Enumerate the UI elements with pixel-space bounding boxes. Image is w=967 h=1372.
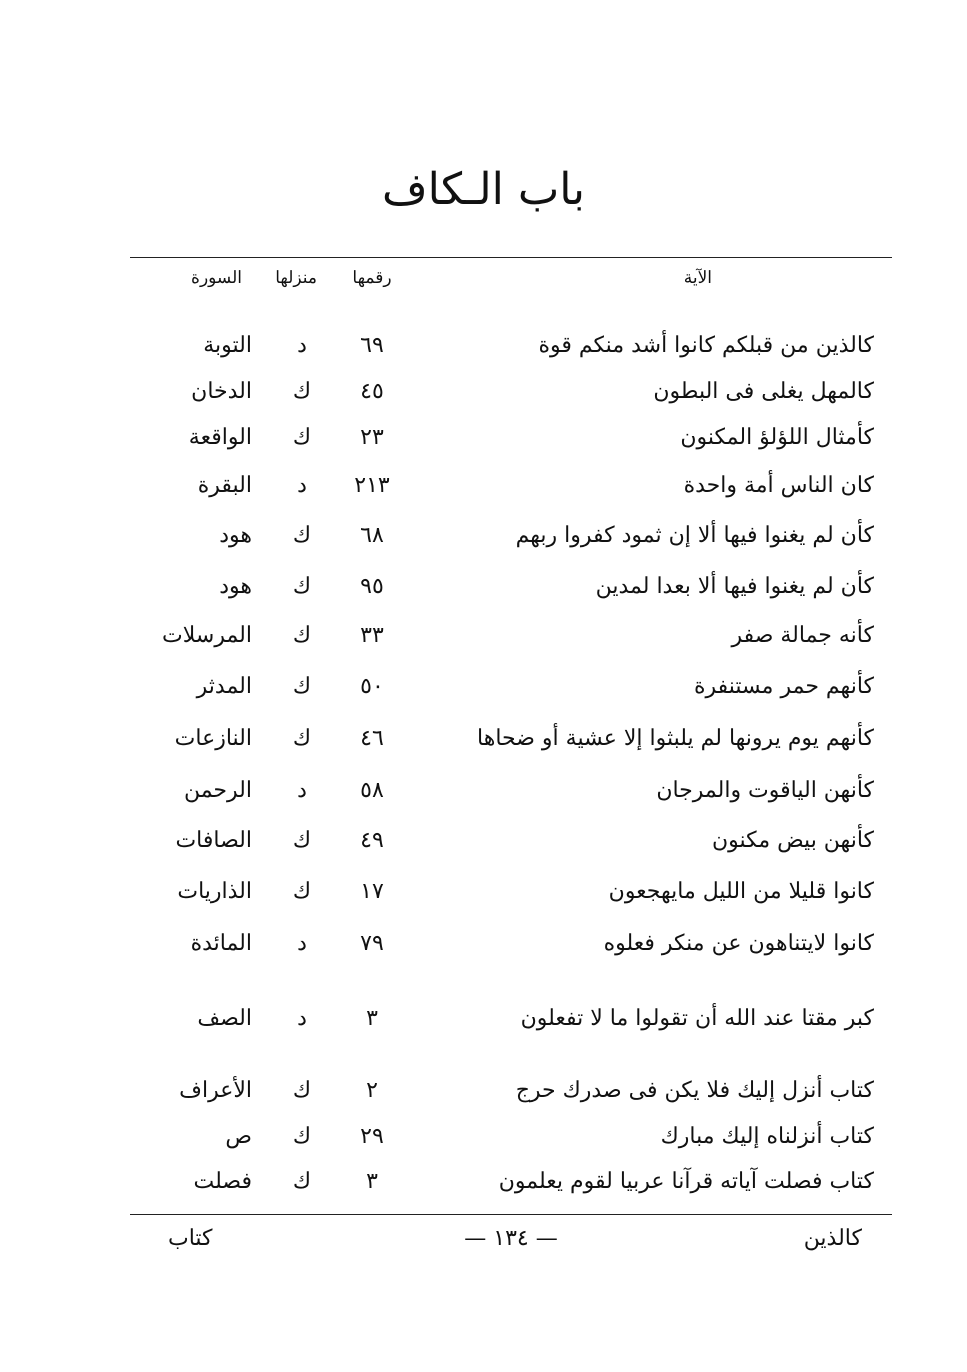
header-number: رقمها (352, 268, 392, 288)
revelation-place: ك (292, 574, 312, 599)
table-row (130, 1163, 892, 1203)
revelation-place: ك (292, 674, 312, 699)
verse-number: ٣٣ (360, 623, 384, 648)
surah-name: الصافات (175, 828, 252, 853)
table-row (130, 419, 892, 459)
revelation-place: ك (292, 726, 312, 751)
header-place: منزلها (275, 268, 317, 288)
surah-name: المائدة (190, 931, 252, 956)
verse-text: كانوا قليلا من الليل مايهجعون (608, 879, 874, 904)
verse-number: ٢١٣ (354, 473, 390, 498)
verse-text: كبر مقتا عند الله أن تقولوا ما لا تفعلون (520, 1006, 874, 1031)
table-row (130, 822, 892, 862)
verse-text: كأنهن بيض مكنون (712, 828, 874, 853)
verse-text: كأمثال اللؤلؤ المكنون (680, 425, 874, 450)
verse-number: ٢٩ (360, 1124, 384, 1149)
verse-number: ٢ (366, 1078, 378, 1103)
verse-number: ٩٥ (360, 574, 384, 599)
verse-text: كأنهم يوم يرونها لم يلبثوا إلا عشية أو ضحاها (477, 726, 874, 751)
footer-rule (130, 1214, 892, 1215)
surah-name: هود (219, 574, 252, 599)
revelation-place: د (297, 1006, 307, 1031)
verse-text: كأنهم حمر مستنفرة (693, 674, 874, 699)
surah-name: الرحمن (183, 778, 252, 803)
surah-name: المرسلات (162, 623, 252, 648)
verse-text: كالذين من قبلكم كانوا أشد منكم قوة (538, 333, 874, 358)
verse-text: كانوا لايتناهون عن منكر فعلوه (603, 931, 874, 956)
revelation-place: د (297, 333, 307, 358)
verse-number: ٤٩ (360, 828, 384, 853)
page-footer (130, 1222, 892, 1262)
table-row (130, 925, 892, 965)
verse-text: كان الناس أمة واحدة (683, 473, 874, 498)
table-row (130, 467, 892, 507)
table-row (130, 568, 892, 608)
verse-number: ٢٣ (360, 425, 384, 450)
surah-name: الدخان (191, 379, 252, 404)
verse-text: كالمهل يغلى فى البطون (653, 379, 874, 404)
surah-name: الأعراف (179, 1078, 252, 1103)
revelation-place: ك (292, 1078, 312, 1103)
verse-text: كأنه جمالة صفر (731, 623, 874, 648)
verse-number: ١٧ (360, 879, 384, 904)
table-row (130, 720, 892, 760)
table-row (130, 772, 892, 812)
verse-number: ٧٩ (360, 931, 384, 956)
verse-text: كتاب أنزلناه إليك مبارك (660, 1124, 874, 1149)
revelation-place: د (297, 473, 307, 498)
table-row (130, 1072, 892, 1112)
page-number: — ١٣٤ — (464, 1226, 558, 1251)
table-row (130, 873, 892, 913)
table-row (130, 1118, 892, 1158)
surah-name: الواقعة (188, 425, 252, 450)
revelation-place: ك (292, 879, 312, 904)
table-row (130, 1000, 892, 1040)
footer-left-catchword: كتاب (168, 1226, 213, 1251)
header-verse: الآية (683, 268, 712, 288)
verse-number: ٤٦ (360, 726, 384, 751)
verse-number: ٣ (366, 1169, 378, 1194)
footer-right-catchword: كالذين (803, 1226, 862, 1251)
page-title: باب الـكاف (382, 164, 585, 215)
header-surah: السورة (191, 268, 242, 288)
surah-name: الذاريات (177, 879, 252, 904)
revelation-place: ك (292, 1124, 312, 1149)
header-top-rule (130, 257, 892, 258)
verse-number: ٣ (366, 1006, 378, 1031)
revelation-place: د (297, 778, 307, 803)
verse-number: ٦٨ (360, 523, 384, 548)
table-row (130, 327, 892, 367)
verse-number: ٦٩ (360, 333, 384, 358)
surah-name: الصف (197, 1006, 252, 1031)
verse-text: كتاب أنزل إليك فلا يكن فى صدرك حرج (515, 1078, 874, 1103)
surah-name: فصلت (193, 1169, 252, 1194)
verse-number: ٥٠ (360, 674, 384, 699)
verse-number: ٥٨ (360, 778, 384, 803)
revelation-place: ك (292, 1169, 312, 1194)
surah-name: المدثر (196, 674, 252, 699)
revelation-place: ك (292, 623, 312, 648)
table-row (130, 373, 892, 413)
verse-text: كتاب فصلت آياته قرآنا عربيا لقوم يعلمون (498, 1169, 874, 1194)
verse-text: كأن لم يغنوا فيها ألا بعدا لمدين (595, 574, 874, 599)
revelation-place: ك (292, 828, 312, 853)
surah-name: ص (225, 1124, 252, 1149)
verse-number: ٤٥ (360, 379, 384, 404)
revelation-place: د (297, 931, 307, 956)
verse-text: كأنهن الياقوت والمرجان (656, 778, 874, 803)
surah-name: البقرة (197, 473, 252, 498)
verse-text: كأن لم يغنوا فيها ألا إن ثمود كفروا ربهم (515, 523, 874, 548)
revelation-place: ك (292, 379, 312, 404)
table-row (130, 617, 892, 657)
table-header (130, 264, 892, 294)
revelation-place: ك (292, 425, 312, 450)
surah-name: النازعات (174, 726, 252, 751)
table-row (130, 668, 892, 708)
revelation-place: ك (292, 523, 312, 548)
surah-name: التوبة (203, 333, 252, 358)
surah-name: هود (219, 523, 252, 548)
table-row (130, 517, 892, 557)
